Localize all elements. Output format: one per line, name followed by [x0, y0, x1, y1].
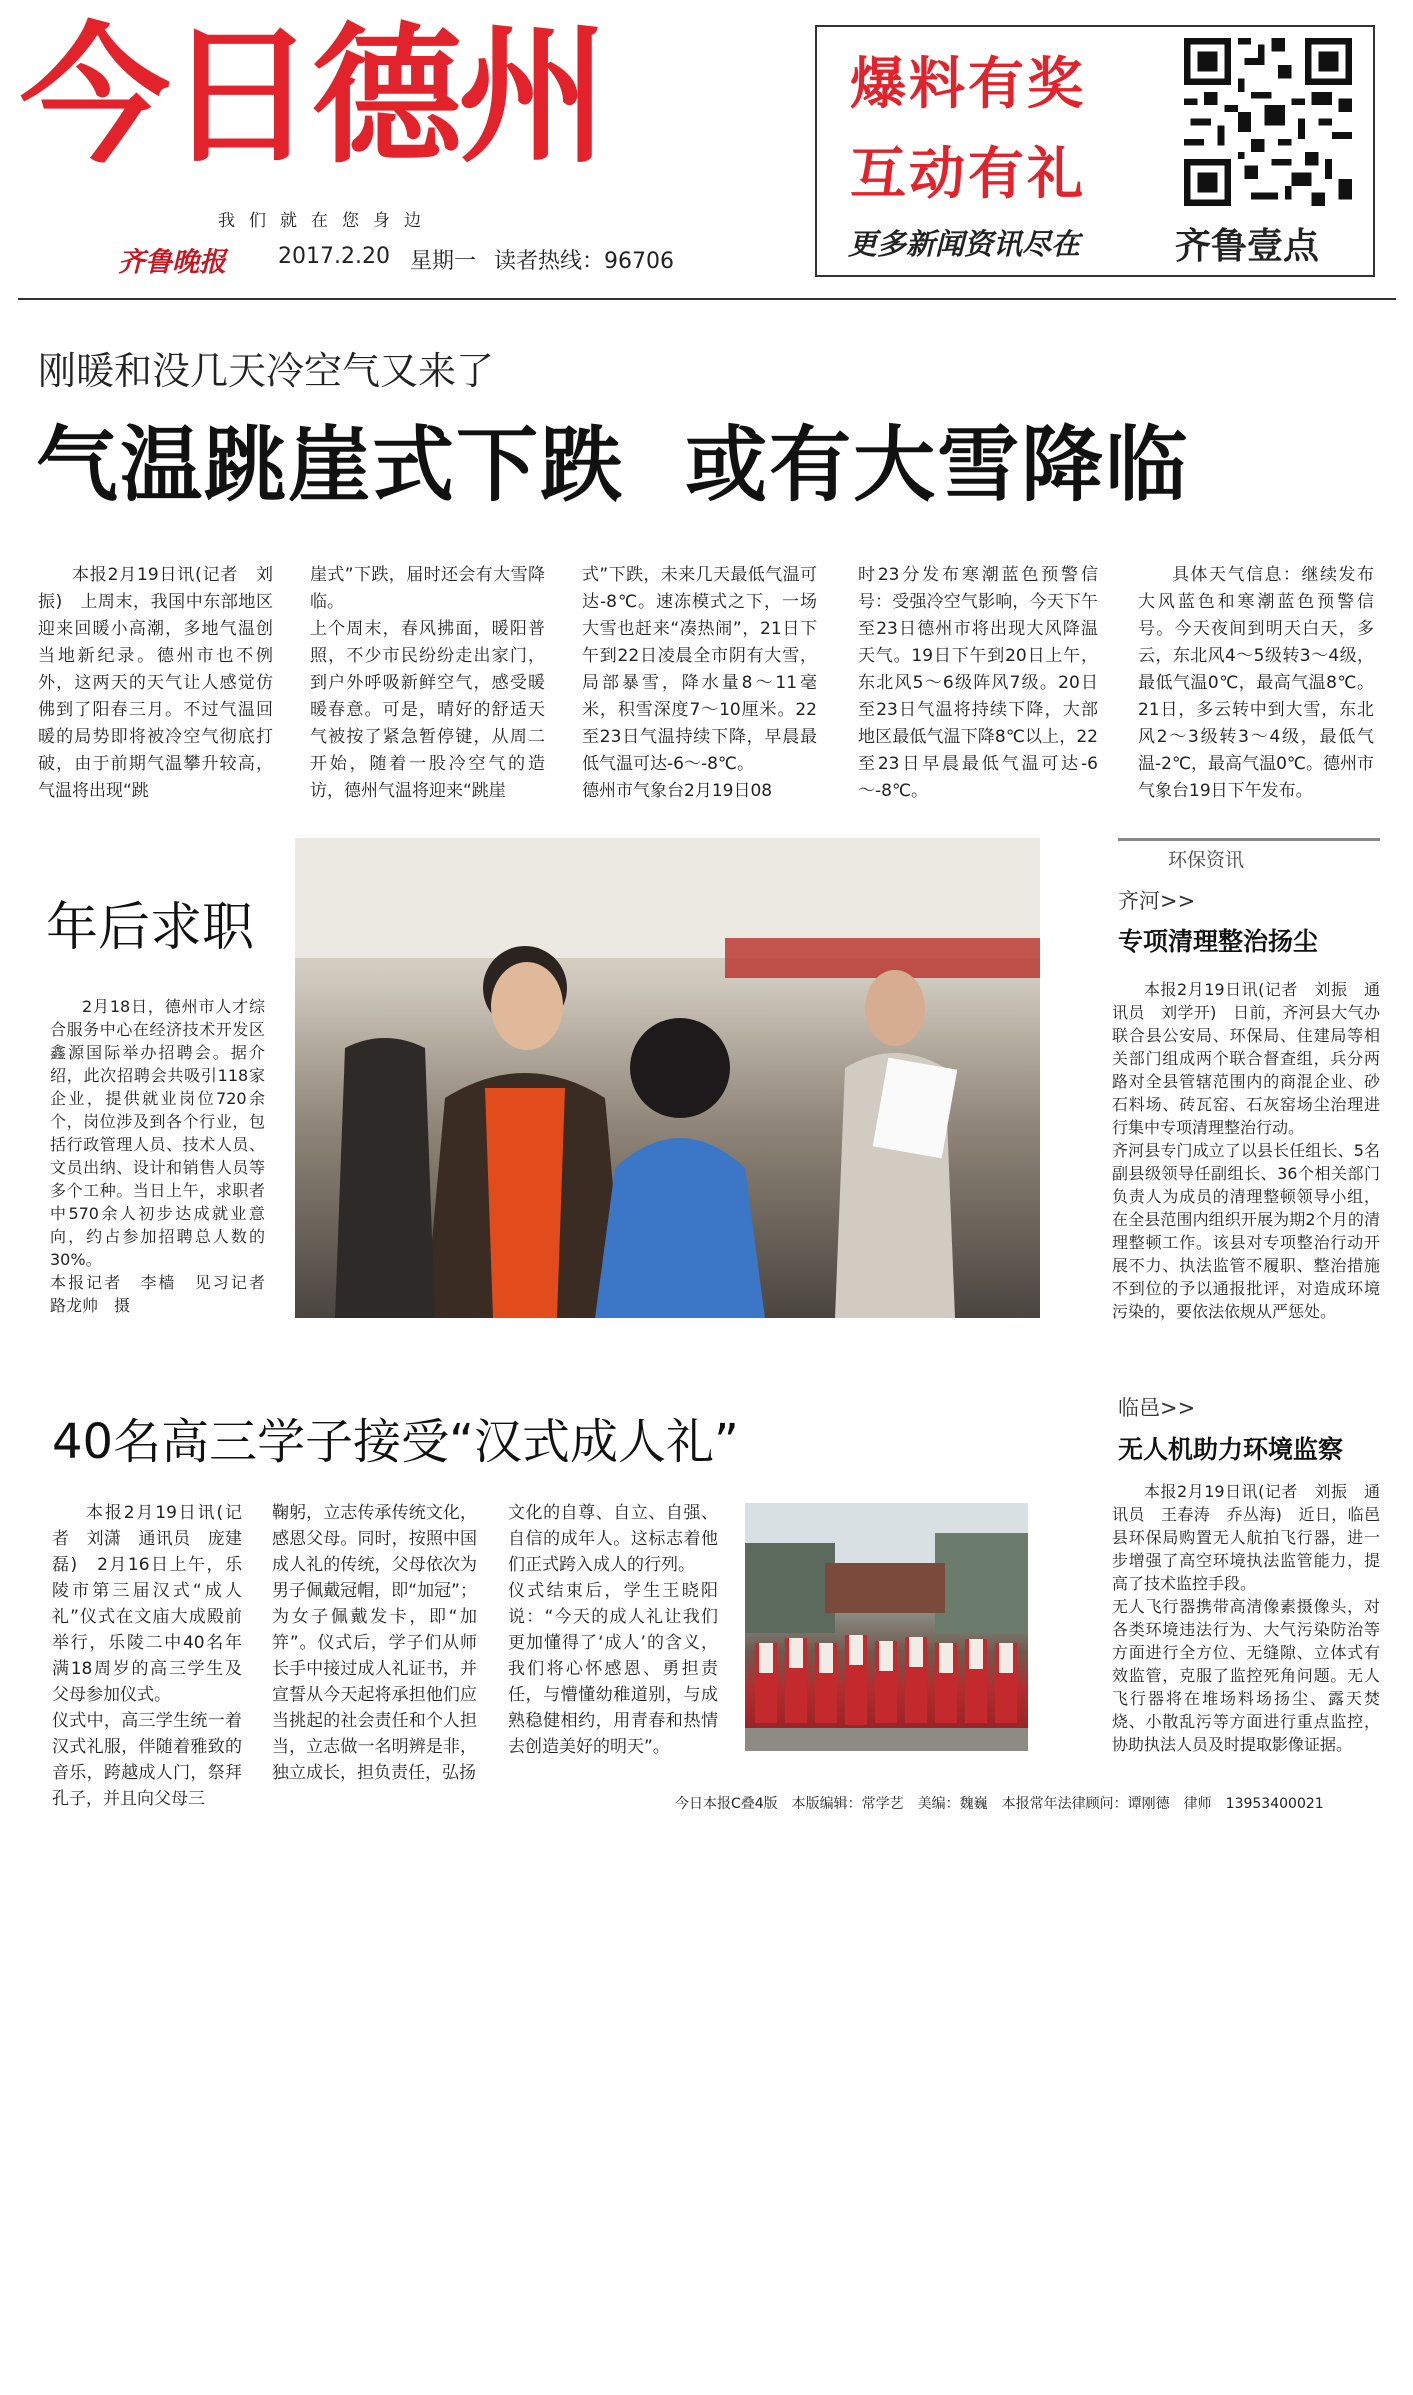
ceremony-photo: [745, 1503, 1028, 1751]
lead-column-5: 具体天气信息：继续发布大风蓝色和寒潮蓝色预警信号。今天夜间到明天白天，多云，东北风4～5级转3～4级，最低气温0℃，最高气温8℃。21日，多云转中到大雪，东北风2～3级转3～4级，最低气温-2℃，最高气温0℃。德州市气象台19日下午发布。: [1138, 565, 1374, 801]
promo-line-2: 互动有礼: [850, 142, 1086, 207]
masthead-brand-logo: 齐鲁晚报: [118, 247, 226, 278]
env-story2-place: 临邑>>: [1118, 1396, 1196, 1420]
ceremony-column-1: 本报2月19日讯(记者 刘潇 通讯员 庞建磊) 2月16日上午，乐陵市第三届汉式“成人礼”仪式在文庙大成殿前举行，乐陵二中40名年满18周岁的高三学生及父母参加仪式。 仪式中，高三学生统一着汉式礼服，伴随着雅致的音乐，跨越成人门，祭拜孔子，并且向父母三: [52, 1503, 242, 1809]
lead-column-1: 本报2月19日讯(记者 刘振) 上周末，我国中东部地区迎来回暖小高潮，多地气温创当地新纪录。德州市也不例外，这两天的天气让人感觉仿佛到了阳春三月。不过气温回暖的局势即将被冷空气彻底打破，由于前期气温攀升较高，气温将出现“跳: [38, 565, 273, 801]
masthead-divider: [18, 298, 1396, 300]
lead-column-2: 崖式”下跌，届时还会有大雪降临。 上个周末，春风拂面，暖阳普照，不少市民纷纷走出家门，到户外呼吸新鲜空气，感受暖暖春意。可是，晴好的舒适天气被按了紧急暂停键，从周二开始，随着一股冷空气的造访，德州气温将迎来“跳崖: [310, 565, 545, 801]
ceremony-title: 40名高三学子接受“汉式成人礼”: [52, 1414, 739, 1470]
env-story2-headline: 无人机助力环境监察: [1118, 1435, 1344, 1464]
lead-column-3: 式”下跌，未来几天最低气温可达-8℃。速冻模式之下，一场大雪也赶来“凑热闹”，21日下午到22日凌晨全市阴有大雪，局部暴雪，降水量8～11毫米，积雪深度7～10厘米。22至23日气温持续下降，早晨最低气温可达-6～-8℃。 德州市气象台2月19日08: [582, 565, 817, 801]
masthead-title: 今日德州: [20, 10, 605, 184]
env-story1-headline: 专项清理整治扬尘: [1118, 927, 1319, 956]
job-fair-text: 2月18日，德州市人才综合服务中心在经济技术开发区鑫源国际举办招聘会。据介绍，此次招聘会共吸引118家企业，提供就业岗位720余个，岗位涉及到各个行业，包括行政管理人员、技术人员、文员出纳、设计和销售人员等多个工种。当日上午，求职者中570余人初步达成就业意向，约占参加招聘总人数的30%。 本报记者 李樯 见习记者 路龙帅 摄: [50, 997, 265, 1315]
env-section-tab: [1118, 838, 1380, 871]
qr-code-icon[interactable]: [1183, 38, 1353, 206]
issue-weekday: 星期一: [410, 249, 477, 274]
job-fair-photo: [295, 838, 1040, 1318]
masthead-slogan: 我们就在您身边: [218, 211, 435, 231]
lead-column-4: 时23分发布寒潮蓝色预警信号：受强冷空气影响，今天下午至23日德州市将出现大风降温天气。19日下午到20日上午，东北风5～6级阵风7级。20日至23日气温将持续下降，大部地区最低气温下降8℃以上，22至23日早晨最低气温可达-6～-8℃。: [858, 565, 1098, 801]
promo-line-1: 爆料有奖: [850, 52, 1086, 117]
env-story2-text: 本报2月19日讯(记者 刘振 通讯员 王春涛 乔丛海) 近日，临邑县环保局购置无人航拍飞行器，进一步增强了高空环境执法监管能力，提高了技术监控手段。 无人飞行器携带高清像素摄像头，对各类环境违法行为、大气污染防治等方面进行全方位、无缝隙、立体式有效监管，克服了监控死角问题。无人飞行器将在堆场料场扬尘、露天焚烧、小散乱污等方面进行重点监控，协助执法人员及时提取影像证据。: [1112, 1482, 1380, 1754]
ceremony-column-2: 鞠躬，立志传承传统文化，感恩父母。同时，按照中国成人礼的传统，父母依次为男子佩戴冠帽，即“加冠”；为女子佩戴发卡，即“加笄”。仪式后，学子们从师长手中接过成人礼证书，并宣誓从今天起将承担他们应当挑起的社会责任和个人担当，立志做一名明辨是非，独立成长，担负责任，弘扬: [272, 1503, 477, 1783]
page-footer: 今日本报C叠4版 本版编辑：常学艺 美编：魏巍 本报常年法律顾问：谭刚德 律师 13953400021: [675, 1796, 1324, 1812]
lead-kicker: 刚暖和没几天冷空气又来了: [38, 349, 495, 393]
env-story1-text: 本报2月19日讯(记者 刘振 通讯员 刘学开) 日前，齐河县大气办联合县公安局、环保局、住建局等相关部门组成两个联合督查组，兵分两路对全县管辖范围内的商混企业、砂石料场、砖瓦窑、石灰窑场尘治理进行集中专项清理整治行动。 齐河县专门成立了以县长任组长、5名副县级领导任副组长、36个相关部门负责人为成员的清理整顿领导小组，在全县范围内组织开展为期2个月的清理整顿工作。该县对专项整治行动开展不力、执法监管不履职、整治措施不到位的予以通报批评，对造成环境污染的，要依法依规从严惩处。: [1112, 980, 1380, 1321]
job-fair-title: 年后求职: [46, 898, 255, 958]
lead-headline: 气温跳崖式下跌 或有大雪降临: [36, 418, 1190, 513]
env-story1-place: 齐河>>: [1118, 889, 1196, 913]
promo-more-text: 更多新闻资讯尽在: [848, 227, 1081, 261]
reader-hotline: 读者热线：96706: [494, 249, 674, 274]
promo-brand-logo: 齐鲁壹点: [1175, 226, 1320, 267]
issue-date: 2017.2.20: [278, 244, 390, 269]
ceremony-column-3: 文化的自尊、自立、自强、自信的成年人。这标志着他们正式跨入成人的行列。 仪式结束后，学生王晓阳说：“今天的成人礼让我们更加懂得了‘成人’的含义，我们将心怀感恩、勇担责任，与懵懂幼稚道别，与成熟稳健相约，用青春和热情去创造美好的明天”。: [508, 1503, 718, 1757]
env-tab-label: 环保资讯: [1168, 849, 1245, 871]
